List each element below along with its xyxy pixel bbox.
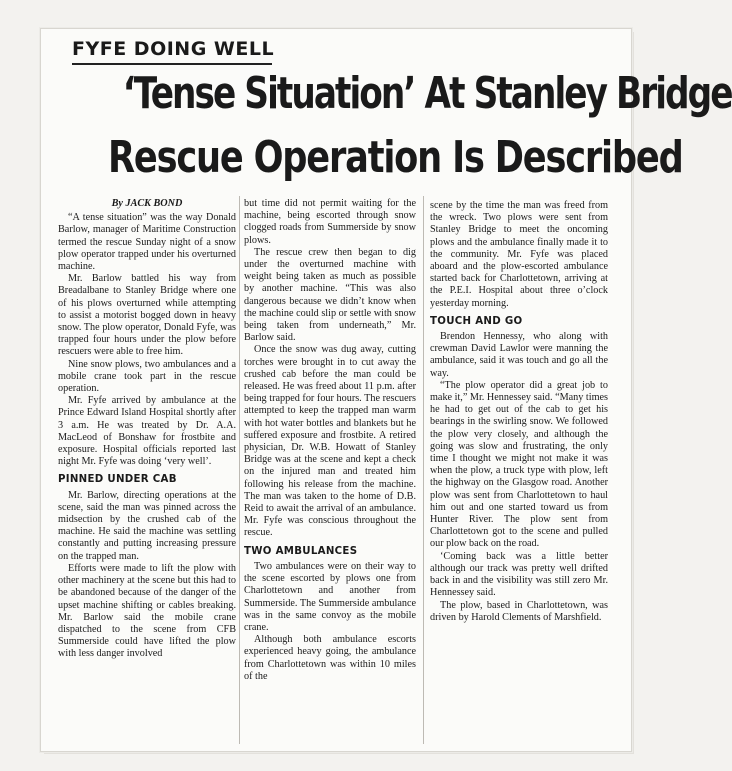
subheading: PINNED UNDER CAB xyxy=(58,474,177,486)
kicker-heading: FYFE DOING WELL xyxy=(72,38,275,60)
paragraph: scene by the time the man was freed from the wreck. Two plows were sent from Stanley Bridge to meet the oncoming plows and the ambulance finally made it to the community. Mr. Fyfe was placed aboard and the plow-escorted ambulance started back for Charlottetown, arriving at the P.E.I. Hospital about three o’clock yesterday morning. xyxy=(430,200,608,309)
paragraph: Mr. Fyfe arrived by ambulance at the Prince Edward Island Hospital shortly after 3 a.m. He was treated by Dr. A.A. MacLeod of Bonshaw for frostbite and exposure. Hospital officials reported last night Mr. Fyfe was doing ‘very well’. xyxy=(58,395,236,468)
column-divider xyxy=(239,196,240,744)
paragraph: Two ambulances were on their way to the scene escorted by plows one from Charlottetown and another from Summerside. The Summerside ambulance was in the same convoy as the mobile crane. xyxy=(244,560,416,633)
paragraph: Nine snow plows, two ambulances and a mobile crane took part in the rescue operation. xyxy=(58,358,236,395)
subheading: TOUCH AND GO xyxy=(430,315,523,327)
paragraph: The rescue crew then began to dig under the overturned machine with weight being taken as much as possible by another machine. “This was also dangerous because we didn’t know when the machine could slip or settle with snow being taken from underneath,” Mr. Barlow said. xyxy=(244,246,416,344)
paragraph: ‘Coming back was a little better although our track was pretty well drifted back in and the visibility was still zero Mr. Hennessey said. xyxy=(430,550,608,599)
paragraph: Although both ambulance escorts experienced heavy going, the ambulance from Charlottetown was within 10 miles of the xyxy=(244,634,416,682)
headline-line-2: Rescue Operation Is Described xyxy=(108,132,683,183)
article-column-3 xyxy=(430,200,608,624)
column-divider xyxy=(423,196,424,744)
paragraph: but time did not permit waiting for the machine, being escorted through snow clogged roads from Summerside by snow plows. xyxy=(244,198,416,246)
byline: By JACK BOND xyxy=(111,198,183,209)
subheading: TWO AMBULANCES xyxy=(244,545,358,557)
paragraph: Mr. Barlow, directing operations at the scene, said the man was pinned across the midsection by the crushed cab of the machine. He said the machine was settling constantly and putting increasing pressure on the trapped man. xyxy=(58,489,236,562)
kicker-underline xyxy=(72,63,272,65)
article-column-1 xyxy=(58,198,236,661)
paragraph: “A tense situation” was the way Donald Barlow, manager of Maritime Construction termed the rescue Sunday night of a snow plow operator trapped under his overturned machine. xyxy=(58,212,236,273)
paragraph: “The plow operator did a great job to make it,” Mr. Hennessey said. “Many times he had to get out of the cab to get his bearings in the swirling snow. We followed the plow very closely, and although the going was slow and frustrating, the only time I thought we might not make it was when the plow, a truck type with plow, left the highway on the Glasgow road. Another plow was sent from Charlottetown to haul him out and one started toward us from Hunter River. The plow sent from Charlottetown got to the scene and pulled our plow back on the road. xyxy=(430,379,608,550)
article-column-2 xyxy=(244,198,416,683)
paragraph: Once the snow was dug away, cutting torches were brought in to cut away the crushed cab before the man could be released. He was freed about 11 p.m. after being trapped for four hours. The rescuers attempted to keep the trapped man warm with hot water bottles and blankets but he suffered exposure and frostbite. A retired physician, Dr. W.B. Howatt of Stanley Bridge was at the scene and kept a check on the injured man and treated him following his release from the machine. The man was taken to the home of D.B. Reid to await the arrival of an ambulance. Mr. Fyfe was conscious throughout the rescue. xyxy=(244,344,416,539)
paragraph: Mr. Barlow battled his way from Breadalbane to Stanley Bridge where one of his plows overturned while attempting to assist a motorist bogged down in heavy snow. The plow operator, Donald Fyfe, was trapped four hours under the plow before rescuers were able to free him. xyxy=(58,273,236,358)
paragraph: Efforts were made to lift the plow with other machinery at the scene but this had to be abandoned because of the danger of the upset machine shifting or cables breaking. Mr. Barlow said the mobile crane dispatched to the scene from CFB Summerside could have lifted the plow with less danger involved xyxy=(58,562,236,660)
paragraph: Brendon Hennessy, who along with crewman David Lawlor were manning the ambulance, said it was touch and go all the way. xyxy=(430,331,608,379)
paragraph: The plow, based in Charlottetown, was driven by Harold Clements of Marshfield. xyxy=(430,599,608,623)
headline-line-1: ‘Tense Situation’ At Stanley Bridge xyxy=(122,68,732,119)
